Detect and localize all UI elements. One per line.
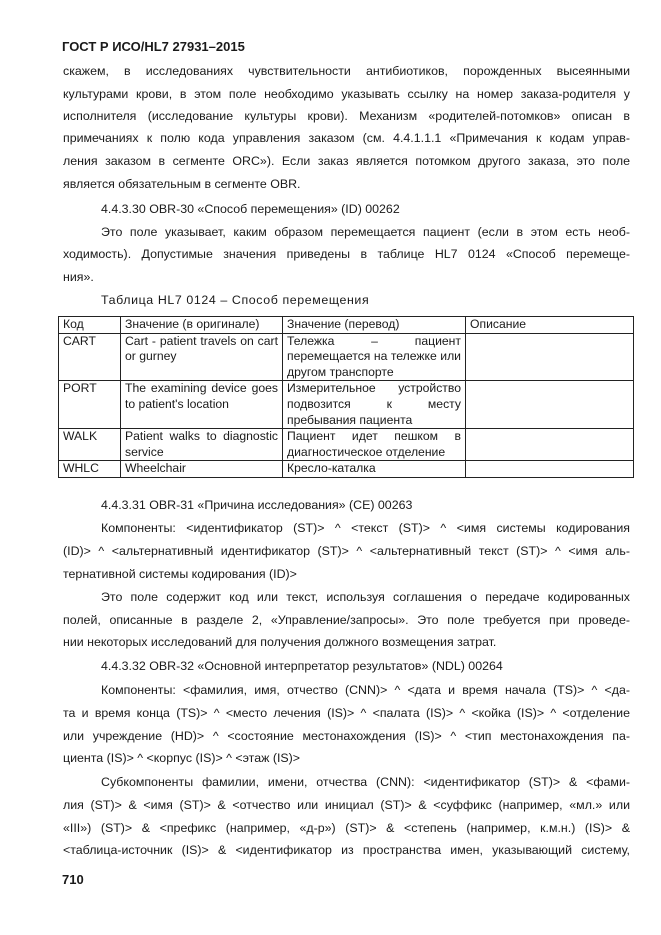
section-heading-obr31: 4.4.3.31 OBR-31 «Причина исследования» (CE) 00263	[101, 498, 413, 512]
paragraph-line: или учреждение (HD)> ^ <состояние местонахождения (IS)> ^ <тип местонахождения па-	[63, 729, 630, 743]
header-cell: Описание	[466, 317, 634, 334]
paragraph-line: Субкомпоненты фамилии, имени, отчества (CNN): <идентификатор (ST)> & <фами-	[101, 775, 630, 789]
original-cell: Wheelchair	[121, 461, 283, 478]
paragraph-line: является обязательным в сегменте OBR.	[63, 177, 301, 191]
code-cell: PORT	[59, 381, 121, 429]
table-header-row	[59, 317, 634, 334]
translation-cell: Кресло-каталка	[283, 461, 466, 478]
description-cell	[466, 381, 634, 429]
paragraph-line: ходимость). Допустимые значения приведены в таблице HL7 0124 «Способ перемеще-	[63, 247, 630, 261]
page-number: 710	[62, 872, 84, 887]
paragraph-line: (ID)> ^ <альтернативный идентификатор (ST)> ^ <альтернативный текст (ST)> ^ <имя аль-	[63, 544, 630, 558]
paragraph-line: культурами крови, в этом поле необходимо указывать ссылку на номер заказа-родителя у	[63, 87, 630, 101]
document-header: ГОСТ Р ИСО/HL7 27931–2015	[62, 39, 245, 54]
paragraph-line: та и время конца (TS)> ^ <место лечения (IS)> ^ <палата (IS)> ^ <койка (IS)> ^ <отделение	[63, 706, 630, 720]
paragraph-line: ния».	[63, 270, 94, 284]
paragraph-line: Это поле содержит код или текст, используя соглашения о передаче кодированных	[101, 590, 630, 604]
translation-cell: Тележка – пациент перемещается на тележке или другом транспорте	[283, 333, 466, 381]
paragraph-line: полей, описанные в разделе 2, «Управление/запросы». Это поле требуется при проведе-	[63, 613, 630, 627]
header-cell: Значение (в оригинале)	[121, 317, 283, 334]
table-caption: Таблица HL7 0124 – Способ перемещения	[101, 293, 370, 307]
description-cell	[466, 461, 634, 478]
paragraph-line: циента (IS)> ^ <корпус (IS)> ^ <этаж (IS)>	[63, 751, 301, 765]
original-cell: Cart - patient travels on cart or gurney	[121, 333, 283, 381]
paragraph-line: Компоненты: <фамилия, имя, отчество (CNN)> ^ <дата и время начала (TS)> ^ <да-	[101, 683, 630, 697]
paragraph-line: <таблица-источник (IS)> & <идентификатор из пространства имен, указывающий систему,	[63, 843, 630, 857]
description-cell	[466, 429, 634, 461]
paragraph-line: Это поле указывает, каким образом перемещается пациент (если в этом есть необ-	[101, 225, 630, 239]
header-cell: Код	[59, 317, 121, 334]
table-row	[59, 461, 634, 478]
paragraph-line: примечаниях к полю кода управления заказом (см. 4.4.1.1.1 «Примечания к кодам управ-	[63, 131, 630, 145]
paragraph-line: ления заказом в сегменте ORC»). Если заказ является потомком другого заказа, это поле	[63, 154, 630, 168]
paragraph-line: нии некоторых исследований для получения должного возмещения затрат.	[63, 635, 497, 649]
section-heading-obr30: 4.4.3.30 OBR-30 «Способ перемещения» (ID) 00262	[101, 202, 400, 216]
code-cell: WALK	[59, 429, 121, 461]
header-cell: Значение (перевод)	[283, 317, 466, 334]
paragraph-line: тернативной системы кодирования (ID)>	[63, 567, 297, 581]
paragraph-line: исполнителя (исследование культуры крови). Механизм «родителей-потомков» описан в	[63, 109, 630, 123]
paragraph-line: скажем, в исследованиях чувствительности антибиотиков, порожденных высеянными	[63, 64, 630, 78]
original-cell: The examining device goes to patient's location	[121, 381, 283, 429]
section-heading-obr32: 4.4.3.32 OBR-32 «Основной интерпретатор результатов» (NDL) 00264	[101, 659, 503, 673]
paragraph-line: лия (ST)> & <имя (ST)> & <отчество или инициал (ST)> & <суффикс (например, «мл.» или	[63, 798, 630, 812]
description-cell	[466, 333, 634, 381]
paragraph-line: Компоненты: <идентификатор (ST)> ^ <текст (ST)> ^ <имя системы кодирования	[101, 521, 630, 535]
table-row	[59, 333, 634, 381]
code-cell: CART	[59, 333, 121, 381]
table-row	[59, 429, 634, 461]
translation-cell: Измерительное устройство подвозится к месту пребывания пациента	[283, 381, 466, 429]
motion-table	[58, 316, 634, 478]
table-row	[59, 381, 634, 429]
translation-cell: Пациент идет пешком в диагностическое отделение	[283, 429, 466, 461]
code-cell: WHLC	[59, 461, 121, 478]
paragraph-line: «III») (ST)> & <префикс (например, «д-р») (ST)> & <степень (например, к.м.н.) (IS)> &	[63, 821, 630, 835]
original-cell: Patient walks to diagnostic service	[121, 429, 283, 461]
